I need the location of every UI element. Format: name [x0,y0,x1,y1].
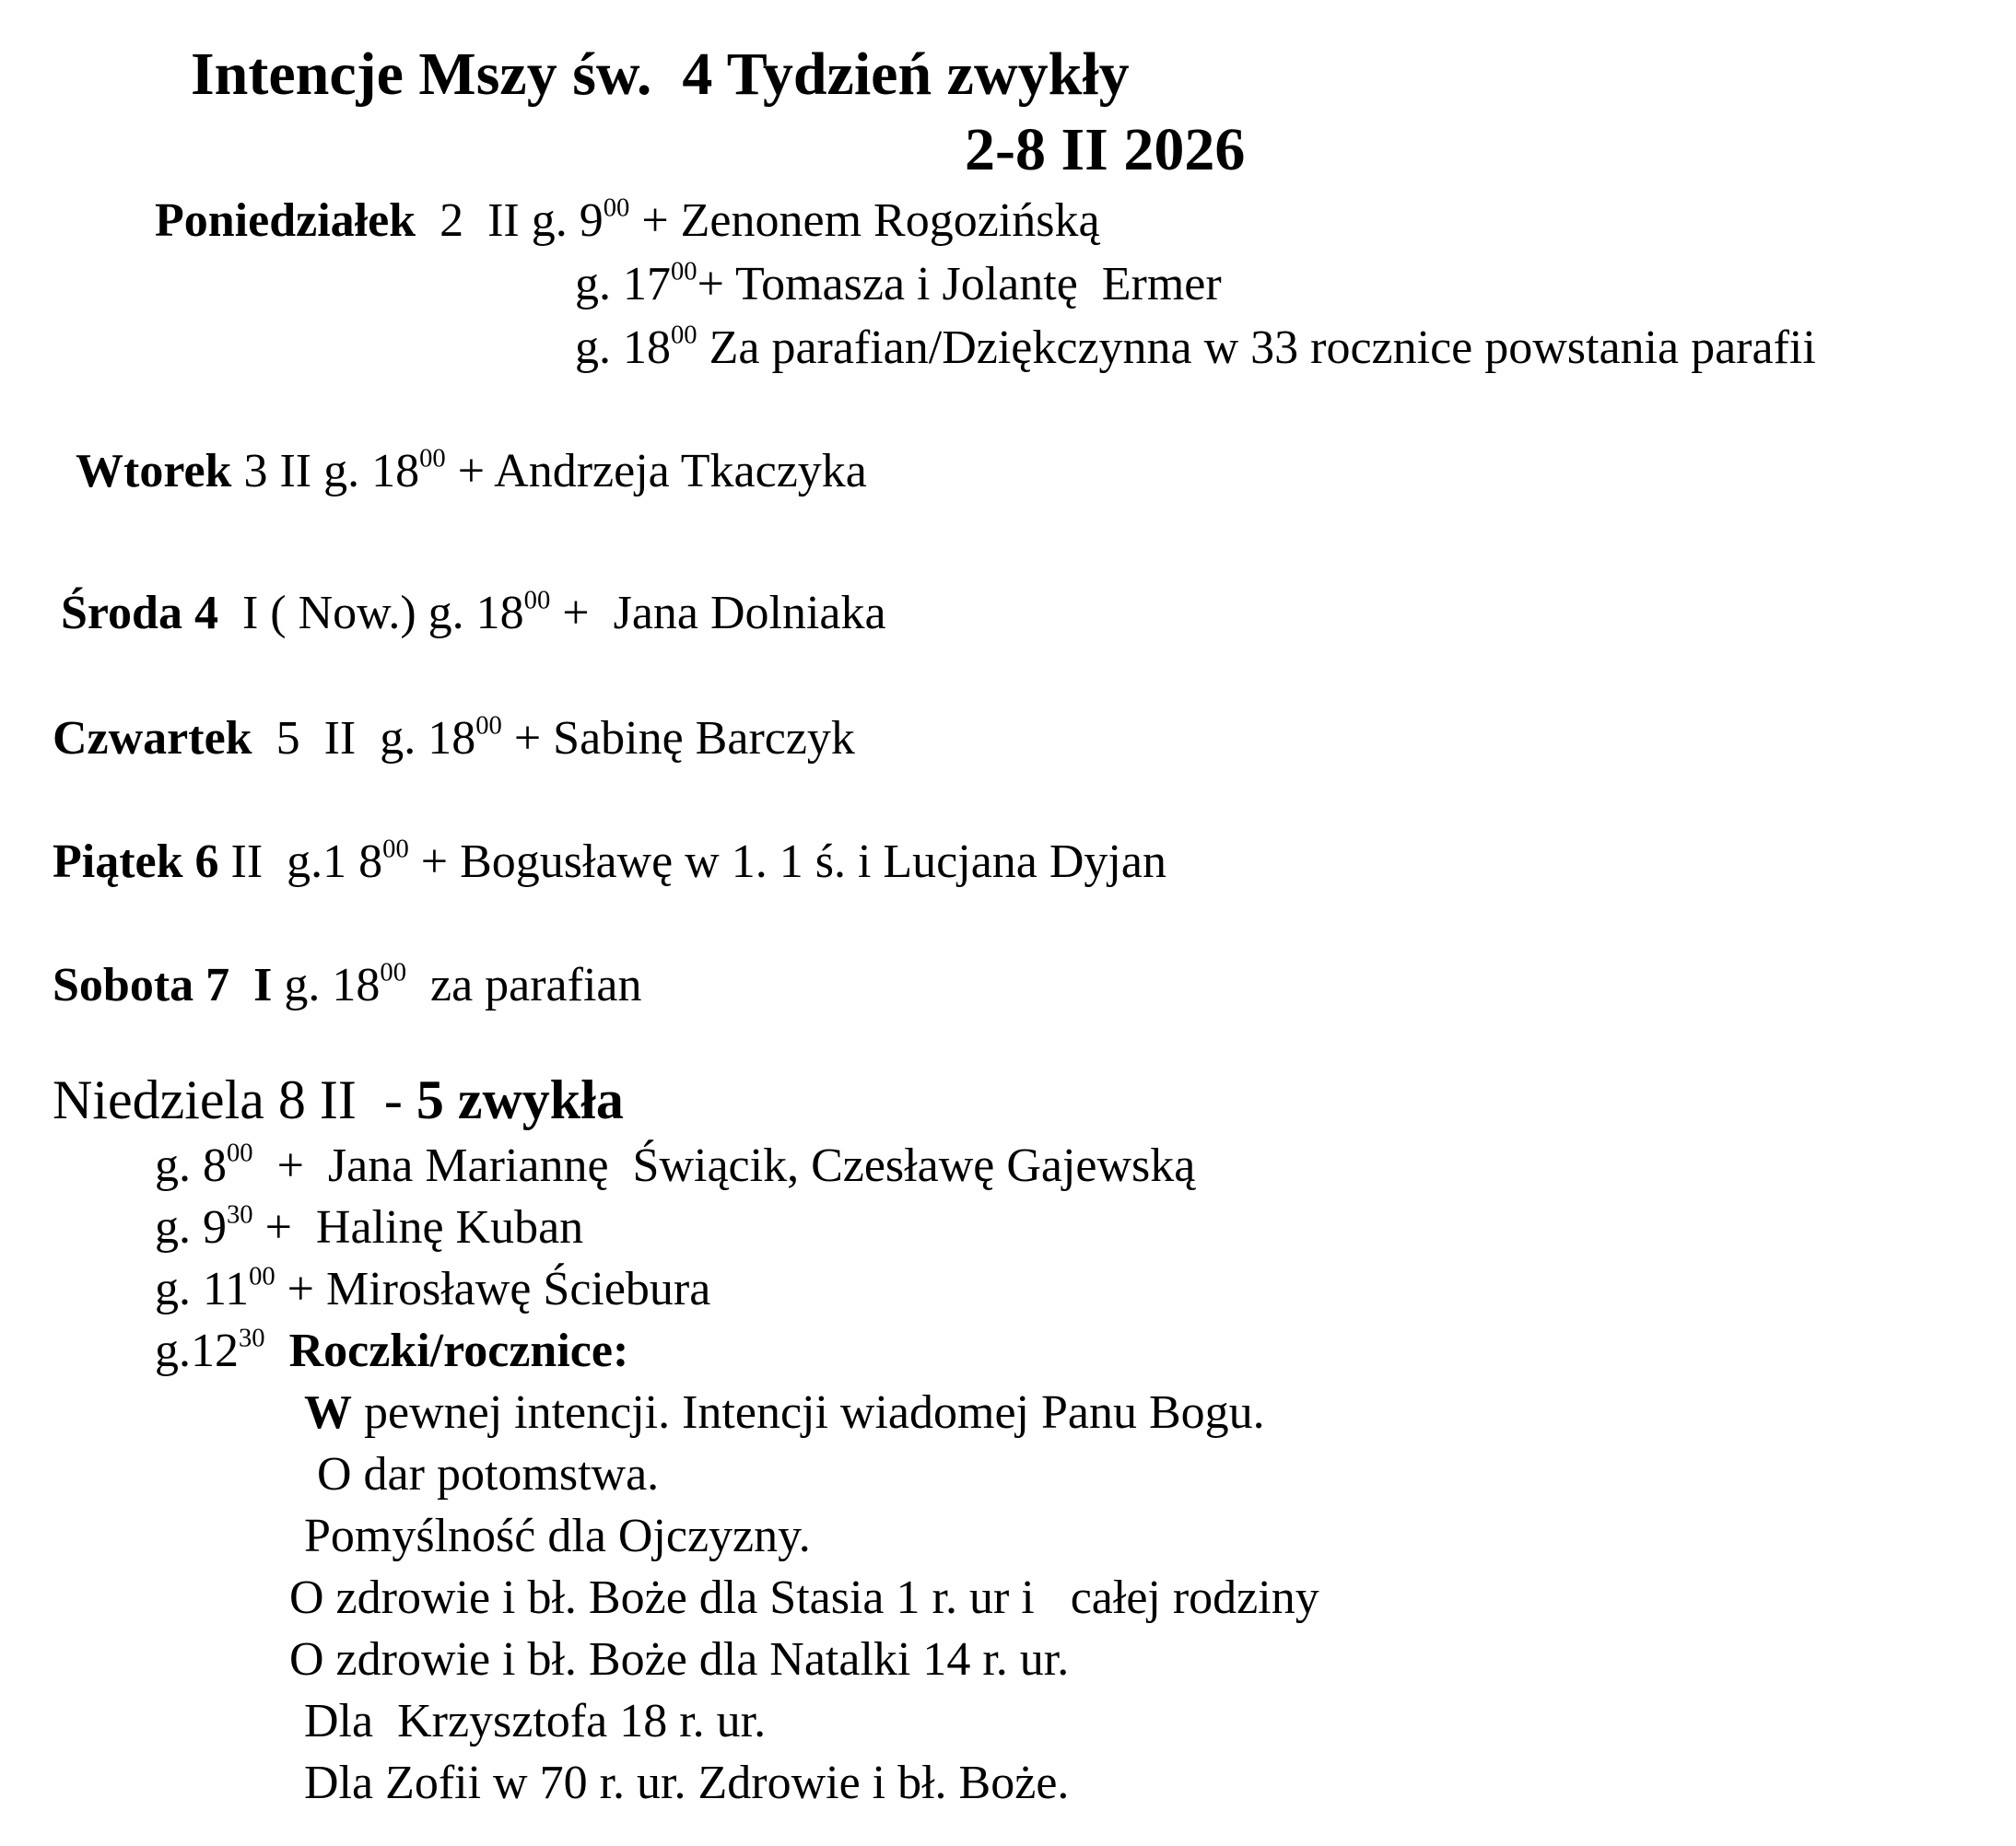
mass-time: 5 II g. 18 [252,712,476,765]
mass-time: g. 17 [575,258,671,310]
mass-intention: + Tomasza i Jolantę Ermer [697,258,1222,310]
day-label: Poniedziałek [155,194,416,247]
tuesday-entry [76,444,867,497]
mass-time: g. 11 [155,1263,250,1315]
friday-entry [53,835,1166,888]
day-label: Niedziela 8 II - [53,1069,416,1130]
mass-intention: + Sabinę Barczyk [501,712,855,765]
intention-3: Pomyślność dla Ojczyzny. [304,1510,811,1562]
saturday-entry [53,958,642,1011]
time-minutes: 30 [227,1200,253,1230]
mass-intention: + Mirosławę Ściebura [275,1263,711,1315]
mass-intention: + Jana Mariannę Świącik, Czesławę Gajewską [252,1139,1196,1192]
time-minutes: 00 [603,193,630,223]
sunday-heading [53,1069,624,1130]
sunday-mass-3 [155,1262,711,1315]
intention-4: O zdrowie i bł. Boże dla Stasia 1 r. ur i całej rodziny [289,1571,1319,1624]
time-minutes: 00 [475,711,502,741]
time-minutes: 00 [419,444,446,473]
time-minutes: 00 [249,1262,275,1291]
day-label: Środa 4 [61,587,218,639]
mass-time: I ( Now.) g. 18 [217,587,524,639]
mass-time: g. 18 [272,959,381,1011]
time-minutes: 00 [671,257,697,286]
sunday-label: 5 zwykła [416,1069,624,1130]
day-label: Piątek 6 [53,835,219,888]
mass-intention: Za parafian/Dziękczynna w 33 rocznice powstania parafii [697,321,1816,374]
mass-intention: + Jana Dolniaka [550,587,886,639]
mass-time: 3 II g. 18 [231,445,420,497]
mass-time: g.12 [155,1325,239,1377]
day-label: Sobota 7 I [53,959,273,1011]
time-minutes: 00 [523,586,551,615]
mass-intention: + Zenonem Rogozińską [629,194,1100,247]
page-title: Intencje Mszy św. 4 Tydzień zwykły [191,41,1130,108]
sunday-mass-1 [155,1139,1196,1192]
intention-text: pewnej intencji. Intencji wiadomej Panu Bogu. [352,1386,1265,1439]
section-label: Roczki/rocznice: [264,1325,629,1377]
mass-time: g. 9 [155,1201,227,1254]
mass-intention: + Bogusławę w 1. 1 ś. i Lucjana Dyjan [408,835,1166,888]
sunday-mass-4 [155,1324,629,1377]
time-minutes: 00 [227,1139,253,1168]
intention-5: O zdrowie i bł. Boże dla Natalki 14 r. ur. [289,1633,1070,1686]
time-minutes: 00 [380,958,406,987]
mass-intention: za parafian [406,959,642,1011]
intention-2: O dar potomstwa. [317,1448,660,1501]
monday-mass-2 [575,257,1222,310]
time-minutes: 00 [671,321,697,350]
mass-time: g. 8 [155,1139,227,1192]
thursday-entry [53,711,855,765]
intention-initial: W [304,1386,352,1439]
day-label: Czwartek [53,712,252,765]
mass-time: II g.1 8 [218,835,383,888]
time-minutes: 30 [239,1324,265,1353]
sunday-mass-2 [155,1200,584,1254]
monday-entry [155,193,1100,247]
mass-intention: + Andrzeja Tkaczyka [445,445,867,497]
mass-intention: + Halinę Kuban [252,1201,584,1254]
time-minutes: 00 [382,835,409,864]
wednesday-entry [61,586,886,639]
date-range: 2-8 II 2026 [965,116,1246,183]
mass-time: g. 18 [575,321,671,374]
mass-time: 2 II g. 9 [416,194,604,247]
intention-1 [304,1386,1265,1439]
intention-6: Dla Krzysztofa 18 r. ur. [304,1695,767,1747]
monday-mass-3 [575,321,1816,374]
day-label: Wtorek [76,445,232,497]
intention-7: Dla Zofii w 70 r. ur. Zdrowie i bł. Boże. [304,1757,1070,1809]
